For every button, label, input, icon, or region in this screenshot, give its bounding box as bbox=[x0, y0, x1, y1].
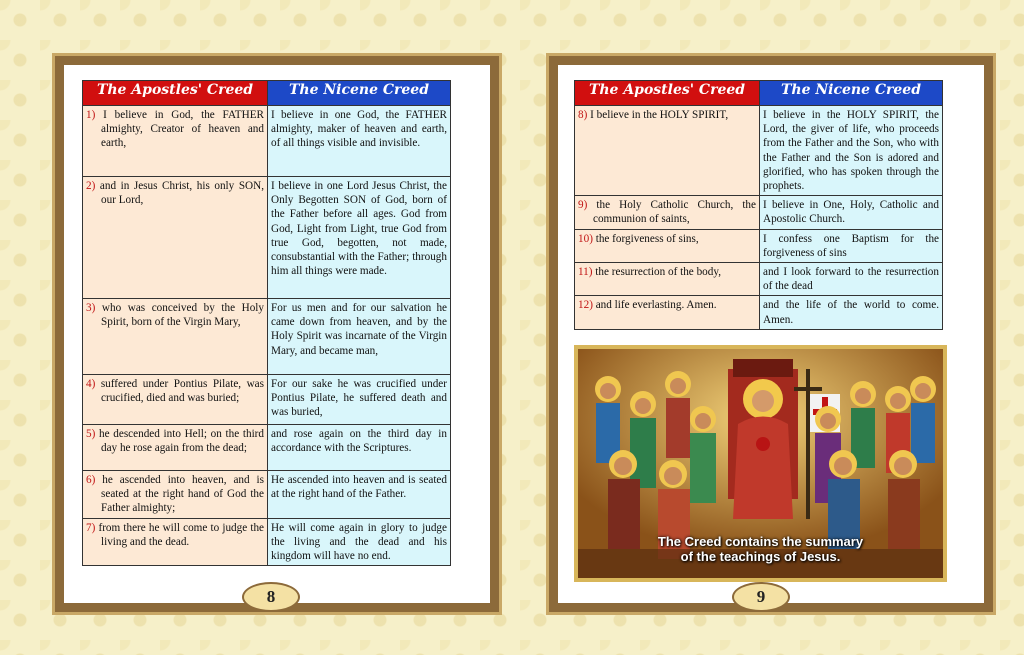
apostles-text: suffered under Pontius Pilate, was crucified, died and was buried; bbox=[100, 378, 264, 405]
article-number: 10) bbox=[578, 232, 593, 245]
article-number: 7) bbox=[86, 521, 96, 534]
nicene-text: I confess one Baptism for the forgiveness of sins bbox=[760, 229, 943, 262]
article-number: 5) bbox=[86, 428, 96, 440]
nicene-text: I believe in One, Holy, Catholic and Apostolic Church. bbox=[760, 196, 943, 229]
article-number: 1) bbox=[86, 109, 96, 121]
table-row bbox=[575, 196, 943, 229]
header-nicene-creed: The Nicene Creed bbox=[268, 81, 451, 106]
table-row bbox=[83, 106, 451, 177]
nicene-text: For our sake he was crucified under Pontius Pilate, he suffered death and was buried, bbox=[268, 375, 451, 425]
nicene-text: and the life of the world to come. Amen. bbox=[760, 296, 943, 329]
article-number: 3) bbox=[86, 302, 96, 314]
table-row bbox=[83, 177, 451, 299]
apostles-text: the forgiveness of sins, bbox=[595, 232, 699, 245]
nicene-text: He will come again in glory to judge the living and the dead and his kingdom will have no end. bbox=[268, 518, 451, 566]
table-row bbox=[575, 106, 943, 196]
header-nicene-creed: The Nicene Creed bbox=[760, 81, 943, 106]
nicene-text: I believe in the HOLY SPIRIT, the Lord, the giver of life, who proceeds from the Father and the Son, who with the Father and the Son is adored and glorified, who has spoken through the prophets. bbox=[760, 106, 943, 196]
apostles-text: I believe in the HOLY SPIRIT, bbox=[590, 109, 729, 121]
right-page bbox=[549, 56, 993, 612]
left-page bbox=[55, 56, 499, 612]
apostles-text: and life everlasting. Amen. bbox=[595, 299, 717, 312]
nicene-text: For us men and for our salvation he came down from heaven, and by the Holy Spirit was incarnate of the Virgin Mary, and became man, bbox=[268, 299, 451, 375]
table-row bbox=[575, 229, 943, 262]
page-number-right: 9 bbox=[732, 582, 790, 612]
apostles-text: from there he will come to judge the living and the dead. bbox=[98, 521, 265, 548]
nicene-text: and I look forward to the resurrection of the dead bbox=[760, 263, 943, 296]
table-row bbox=[575, 263, 943, 296]
nicene-text: I believe in one God, the FATHER almighty, maker of heaven and earth, of all things visible and invisible. bbox=[268, 106, 451, 177]
apostles-text: the resurrection of the body, bbox=[595, 266, 722, 279]
table-row bbox=[83, 299, 451, 375]
painting-caption: The Creed contains the summary of the teachings of Jesus. bbox=[657, 534, 864, 564]
table-row bbox=[83, 425, 451, 471]
nicene-text: and rose again on the third day in accordance with the Scriptures. bbox=[268, 425, 451, 471]
table-row bbox=[83, 375, 451, 425]
apostles-text: he ascended into heaven, and is seated at the right hand of God the Father almighty; bbox=[101, 474, 264, 515]
table-row bbox=[83, 518, 451, 566]
article-number: 11) bbox=[578, 266, 593, 279]
table-row bbox=[575, 296, 943, 329]
article-number: 9) bbox=[578, 199, 588, 212]
nicene-text: He ascended into heaven and is seated at the right hand of the Father. bbox=[268, 471, 451, 519]
article-number: 8) bbox=[578, 109, 588, 121]
creed-table-right bbox=[574, 80, 943, 330]
apostles-text: who was conceived by the Holy Spirit, born of the Virgin Mary, bbox=[101, 302, 264, 329]
apostles-icon-painting bbox=[574, 345, 947, 582]
article-number: 2) bbox=[86, 180, 96, 192]
article-number: 4) bbox=[86, 378, 96, 390]
page-number-left: 8 bbox=[242, 582, 300, 612]
apostles-text: the Holy Catholic Church, the communion of saints, bbox=[593, 199, 756, 226]
article-number: 6) bbox=[86, 474, 96, 486]
table-row bbox=[83, 471, 451, 519]
header-apostles-creed: The Apostles' Creed bbox=[575, 81, 760, 106]
nicene-text: I believe in one Lord Jesus Christ, the Only Begotten SON of God, born of the Father before all ages. God from God, Light from Light, true God from true God, begotten, not made, consubstantial with the Father; through him all things were made. bbox=[268, 177, 451, 299]
header-apostles-creed: The Apostles' Creed bbox=[83, 81, 268, 106]
apostles-text: I believe in God, the FATHER almighty, Creator of heaven and earth, bbox=[101, 109, 264, 150]
article-number: 12) bbox=[578, 299, 593, 312]
apostles-text: and in Jesus Christ, his only SON, our Lord, bbox=[99, 180, 264, 207]
creed-table-left bbox=[82, 80, 451, 566]
apostles-text: he descended into Hell; on the third day he rose again from the dead; bbox=[99, 428, 264, 455]
